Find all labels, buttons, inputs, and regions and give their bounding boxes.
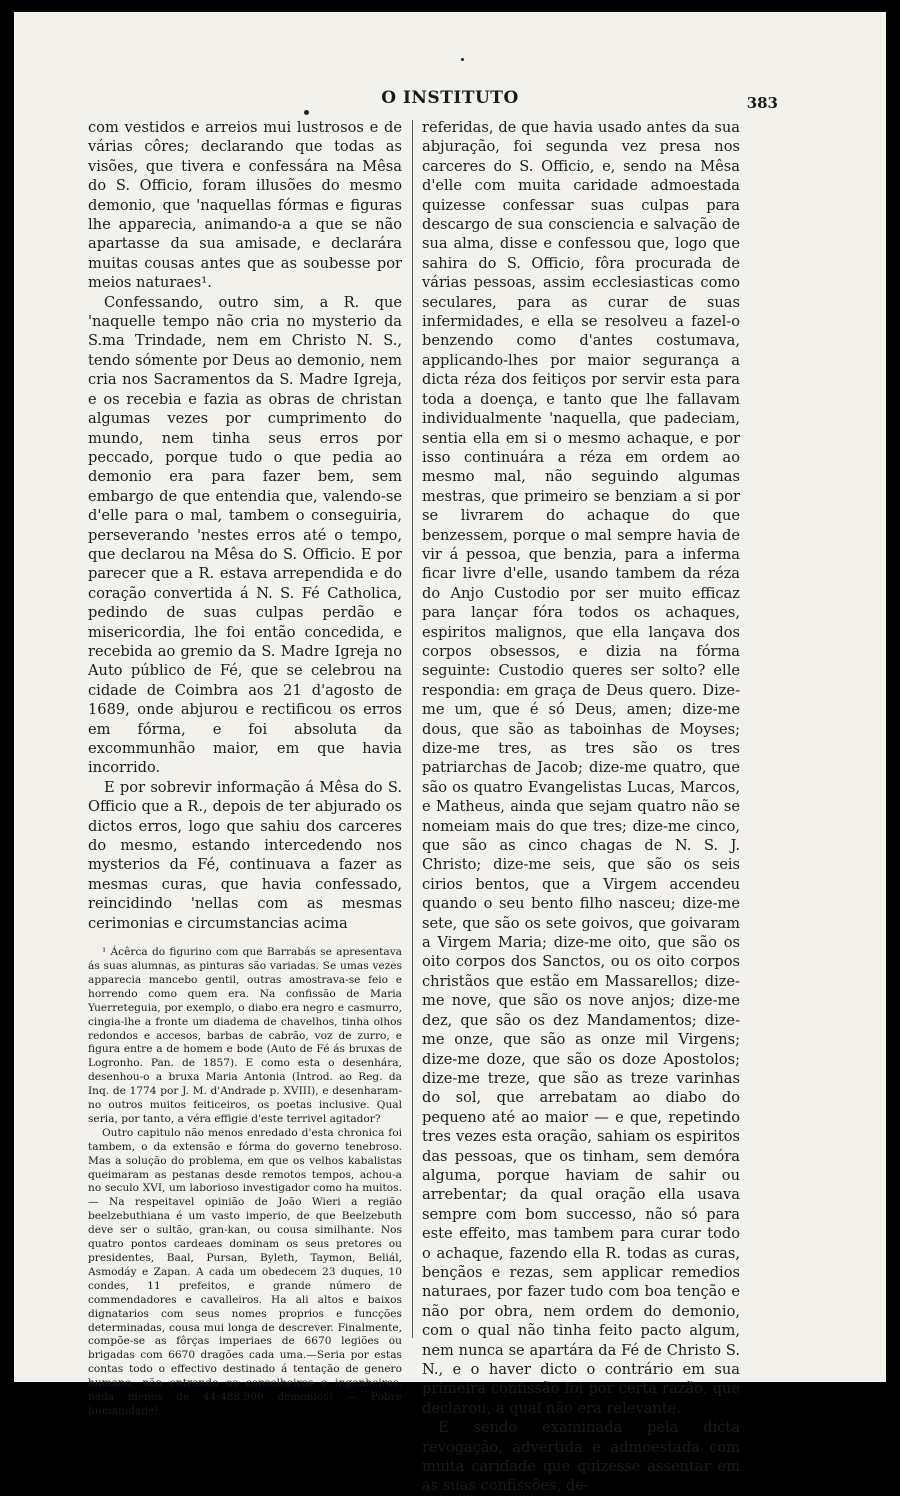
page-header: [14, 86, 886, 116]
footnotes: [88, 946, 402, 1419]
footnote: ¹ Ácêrca do figurino com que Barrabás se apresentava ás suas alumnas, as pinturas são variadas. Se umas vezes apparecia mancebo gentil, outras amostrava-se feio e horrendo como quem era. Na confissão de Maria Yuerreteguia, por exemplo, o diabo era negro e casmurro, cingia-lhe a fronte um diadema de chavelhos, tinha olhos redondos e accesos, barbas de cabrão, voz de zurro, e figura entre a de homem e bode (Auto de Fé ás bruxas de Logronho. Pan. de 1857). E como esta o desenhára, desenhou-o a bruxa Maria Antonia (Introd. ao Reg. da Inq. de 1774 por J. M. d'Andrade p. XVIII), e desenharam-no outros muitos feiticeiros, os poetas inclusive. Qual seria, por tanto, a véra effigie d'este terrivel agitador?: [88, 946, 402, 1125]
footnote-separator: [88, 941, 402, 942]
book-page: [14, 12, 886, 1495]
paragraph: referidas, de que havia usado antes da sua abjuração, foi segunda vez presa nos carceres do S. Officio, e, sendo na Mêsa d'elle com muita caridade admoestada quizesse confessar suas culpas para descargo de sua consciencia e salvação de sua alma, disse e confessou que, logo que sahira do S. Officio, fôra procurada de várias pessoas, assim ecclesiasticas como seculares, para as curar de suas infermidades, e ella se resolveu a fazel-o benzendo como d'antes costumava, applicando-lhes por maior segurança a dicta réza dos feitiços por servir esta para toda a doença, e tanto que lhe fallavam individualmente 'naquella, que padeciam, sentia ella em si o mesmo achaque, e por isso continuára a réza em ordem ao mesmo mal, não seguindo algumas mestras, que primeiro se benziam a si por se livrarem do achaque do que benzessem, porque o mal sempre havia de vir á pessoa, que benzia, para a inferma ficar livre d'elle, usando tambem da réza do Anjo Custodio por ser muito efficaz para lançar fóra todos os achaques, espiritos malignos, que ella lançava dos corpos obsessos, e dizia na fórma seguinte: Custodio queres ser solto? elle respondia: em graça de Deus quero. Dize-me um, que é só Deus, amen; dize-me dous, que são as taboinhas de Moyses; dize-me tres, as tres são os tres patriarchas de Jacob; dize-me quatro, que são os quatro Evangelistas Lucas, Marcos, e Matheus, ainda que sejam quatro não se nomeiam mais do que tres; dize-me cinco, que são as cinco chagas de N. S. J. Christo; dize-me seis, que são os seis cirios bentos, que a Virgem accendeu quando o seu bento filho nasceu; dize-me sete, que são os sete goivos, que goivaram a Virgem Maria; dize-me oito, que são os oito corpos dos Sanctos, ou os oito corpos christãos que estão em Massarellos; dize-me nove, que são os nove anjos; dize-me dez, que são os dez Mandamentos; dize-me onze, que são as onze mil Virgens; dize-me doze, que são os doze Apostolos; dize-me treze, que são as treze varinhas do sol, que arrebatam ao diabo do pequeno até ao maior — e que, repetindo tres vezes esta oração, sahiam os espiritos das pessoas, que os tinham, sem demóra alguma, porque haviam de sahir ou arrebentar; da qual oração ella usava sempre com bom successo, não só para este effeito, mas tambem para curar todo o achaque, fazendo ella R. todas as curas, bençãos e rezas, sem applicar remedios naturaes, por fazer tudo com boa tenção e não por obra, nem ordem do demonio, com o qual não tinha feito pacto algum, nem nunca se apartára da Fé de Christo S. N., e o haver dicto o contrário em sua primeira confissão foi por certa razão, que declarou, a qual não era relevante.: [422, 119, 740, 1417]
paragraph: E por sobrevir informação á Mêsa do S. Officio que a R., depois de ter abjurado os dictos erros, logo que sahiu dos carceres do mesmo, estando intercedendo nos mysterios da Fé, continuava a fazer as mesmas curas, que havia confessado, reincidindo 'nellas com as mesmas cerimonias e circumstancias acima: [88, 778, 402, 932]
column-divider: [412, 120, 413, 1338]
page-number: 383: [746, 94, 778, 112]
ink-speck: [461, 58, 464, 61]
paragraph: com vestidos e arreios mui lustrosos e de várias côres; declarando que todas as visões, que tivera e confessára na Mêsa do S. Officio, foram illusões do mesmo demonio, que 'naquellas fórmas e figuras lhe apparecia, animando-a a que se não apartasse da sua amisade, e declarára muitas cousas antes que as soubesse por meios naturaes¹.: [88, 119, 402, 292]
left-body: [88, 118, 402, 933]
paragraph: E sendo examinada pela dicta revogação, advertida e admoestada com muita caridade que quizesse assentar em as suas confissões, de-: [422, 1419, 740, 1495]
paragraph: Confessando, outro sim, a R. que 'naquelle tempo não cria no mysterio da S.ma Trindade, nem em Christo N. S., tendo sómente por Deus ao demonio, nem cria nos Sacramentos da S. Madre Igreja, e os recebia e fazia as obras de christan algumas vezes por cumprimento do mundo, nem tinha seus erros por peccado, porque tudo o que pedia ao demonio era para fazer bem, sem embargo de que entendia que, valendo-se d'elle para o mal, tambem o conseguiria, perseverando 'nestes erros até o tempo, que declarou na Mêsa do S. Officio. E por parecer que a R. estava arrependida e do coração convertida á N. S. Fé Catholica, pedindo de suas culpas perdão e misericordia, lhe foi então concedida, e recebida ao gremio da S. Madre Igreja no Auto público de Fé, que se celebrou na cidade de Coimbra aos 21 d'agosto de 1689, onde abjurou e rectificou os erros em fórma, e foi absoluta da excommunhão maior, em que havia incorrido.: [88, 293, 402, 777]
left-column: [88, 118, 402, 1419]
footnote: Outro capitulo não menos enredado d'esta chronica foi tambem, o da extensão e fórma do governo tenebroso. Mas a solução do problema, em que os velhos kabalistas queimaram as pestanas desde remotos tempos, achou-a no seculo XVI, um laborioso investigador como ha muitos. — Na respeitavel opinião de João Wieri a região beelzebuthiana é um vasto imperio, de que Beelzebuth deve ser o sultão, gran-kan, ou cousa similhante. Nos quatro pontos cardeaes dominam os seus pretores ou presidentes, Baal, Pursan, Byleth, Taymon, Beliál, Asmodáy e Zapan. A cada um obedecem 23 duques, 10 condes, 11 prefeitos, e grande número de commendadores e cavalleiros. Ha ali altos e baixos dignatarios com seus nomes proprios e funcções determinadas, cousa mui longa de descrever. Finalmente, compõe-se as fôrças imperiaes de 6670 legiões ou brigadas com 6670 dragões cada uma.—Seria por estas contas todo o effectivo destinado á tentação de genero humano, não entrando os conselheiros e ingenheiros, nada menos de 44:488.900 demonios! — Pobre humanidade!: [88, 1126, 402, 1417]
right-body: [422, 118, 740, 1496]
running-title: O INSTITUTO: [381, 88, 519, 108]
right-column: [422, 118, 740, 1496]
